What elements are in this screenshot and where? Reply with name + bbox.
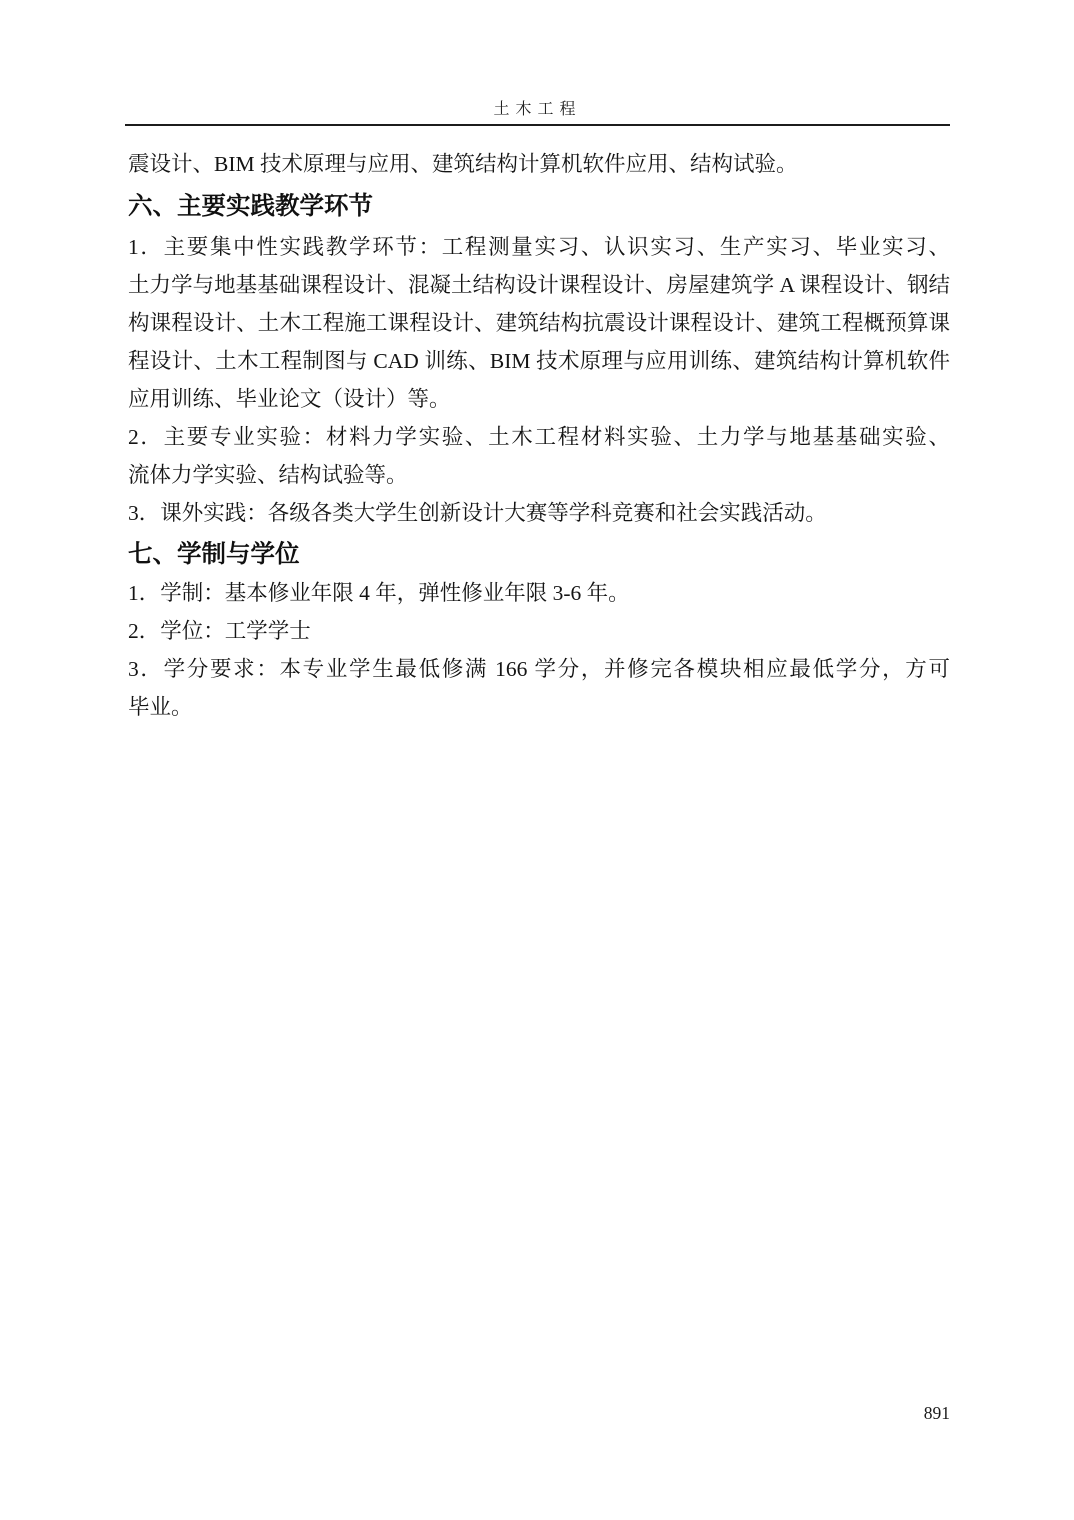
paragraph-line: 2．学位：工学学士 (128, 619, 311, 643)
header-rule (125, 124, 950, 126)
paragraph-line: 3．学分要求：本专业学生最低修满 166 学分，并修完各模块相应最低学分，方可 (128, 657, 950, 681)
paragraph-line: 土力学与地基基础课程设计、混凝土结构设计课程设计、房屋建筑学 A 课程设计、钢结 (128, 273, 950, 297)
paragraph-line: 3．课外实践：各级各类大学生创新设计大赛等学科竞赛和社会实践活动。 (128, 501, 827, 525)
paragraph-line: 2．主要专业实验：材料力学实验、土木工程材料实验、土力学与地基基础实验、 (128, 425, 950, 449)
running-header (125, 96, 950, 120)
section-heading-6: 六、主要实践教学环节 (128, 193, 373, 220)
section-heading-7: 七、学制与学位 (128, 541, 300, 568)
paragraph-line: 程设计、土木工程制图与 CAD 训练、BIM 技术原理与应用训练、建筑结构计算机软件 (128, 349, 950, 373)
document-content (128, 145, 950, 726)
paragraph-continuation-line: 震设计、BIM 技术原理与应用、建筑结构计算机软件应用、结构试验。 (128, 152, 798, 176)
page-footer (128, 1403, 950, 1424)
paragraph-line: 应用训练、毕业论文（设计）等。 (128, 387, 451, 411)
paragraph-line: 构课程设计、土木工程施工课程设计、建筑结构抗震设计课程设计、建筑工程概预算课 (128, 311, 950, 335)
paragraph-line: 1．学制：基本修业年限 4 年，弹性修业年限 3-6 年。 (128, 581, 630, 605)
page-number: 891 (923, 1403, 950, 1423)
paragraph-line: 1．主要集中性实践教学环节：工程测量实习、认识实习、生产实习、毕业实习、 (128, 235, 950, 259)
header-title: 土木工程 (493, 101, 582, 118)
paragraph-line: 毕业。 (128, 695, 193, 719)
paragraph-line: 流体力学实验、结构试验等。 (128, 463, 408, 487)
